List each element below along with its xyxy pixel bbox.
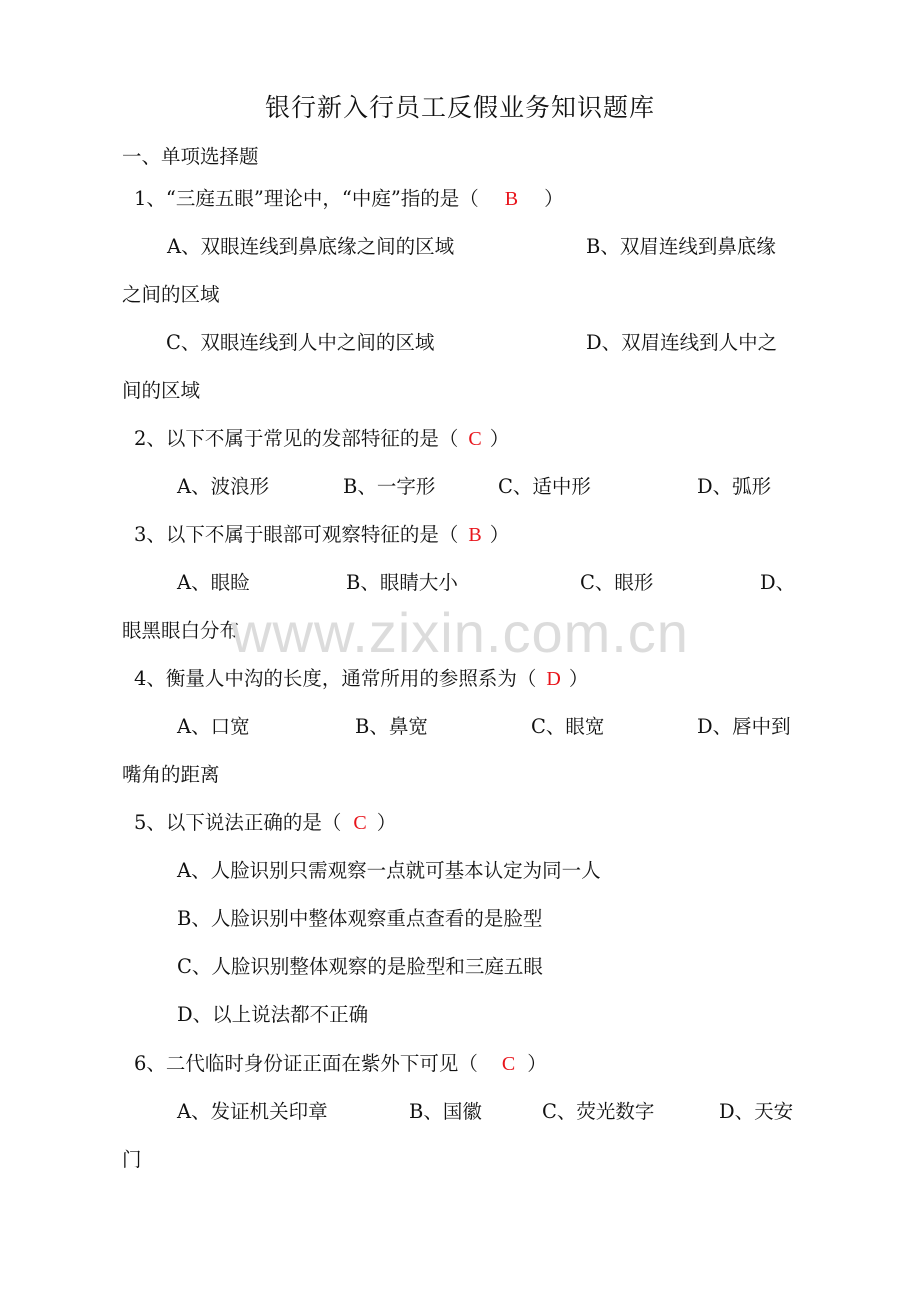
question-3-option-c: C、眼形 (580, 571, 654, 594)
question-5-option-b: B、人脸识别中整体观察重点查看的是脸型 (177, 907, 543, 930)
section-heading: 一、单项选择题 (122, 145, 259, 168)
question-3-option-d: D、 (760, 571, 796, 594)
question-1-answer: B (504, 188, 519, 210)
question-4-option-a: A、口宽 (177, 715, 250, 738)
question-6-stem (134, 1049, 547, 1079)
question-1-option-c: C、双眼连线到人中之间的区域 (166, 331, 435, 354)
question-4-option-b: B、鼻宽 (355, 715, 428, 738)
question-5-answer: C (353, 812, 367, 834)
question-2-answer: C (468, 428, 482, 450)
question-3-answer: B (468, 524, 482, 546)
question-stem-close: ） (376, 811, 397, 834)
question-4-option-d-cont: 嘴角的距离 (122, 763, 220, 786)
question-stem-text: 3、以下不属于眼部可观察特征的是（ (134, 523, 459, 546)
question-6-option-b: B、国徽 (409, 1100, 482, 1123)
question-5-option-d: D、以上说法都不正确 (177, 1003, 369, 1026)
question-stem-close: ） (489, 427, 510, 450)
question-stem-text: 6、二代临时身份证正面在紫外下可见（ (134, 1052, 478, 1075)
question-3-option-b: B、眼睛大小 (346, 571, 458, 594)
question-2-option-b: B、一字形 (343, 475, 436, 498)
question-stem-close: ） (489, 523, 510, 546)
question-2-stem (134, 424, 509, 454)
question-5-option-a: A、人脸识别只需观察一点就可基本认定为同一人 (177, 859, 601, 882)
question-stem-text: 2、以下不属于常见的发部特征的是（ (134, 427, 459, 450)
question-2-option-c: C、适中形 (498, 475, 591, 498)
question-stem-text: 5、以下说法正确的是（ (134, 811, 342, 834)
question-6-option-a: A、发证机关印章 (177, 1100, 328, 1123)
question-5-option-c: C、人脸识别整体观察的是脸型和三庭五眼 (177, 955, 543, 978)
question-1-stem (134, 184, 564, 214)
question-6-answer: C (501, 1053, 516, 1075)
question-stem-text: 1、“三庭五眼”理论中，“中庭”指的是（ (134, 187, 479, 210)
question-6-option-d: D、天安 (719, 1100, 794, 1123)
question-stem-close: ） (544, 187, 564, 210)
question-stem-text: 4、衡量人中沟的长度，通常所用的参照系为（ (134, 667, 537, 690)
question-4-answer: D (546, 668, 561, 690)
question-5-stem (134, 808, 396, 838)
question-4-option-c: C、眼宽 (531, 715, 605, 738)
question-3-option-a: A、眼睑 (177, 571, 250, 594)
question-stem-close: ） (527, 1052, 547, 1075)
question-1-option-a: A、双眼连线到鼻底缘之间的区域 (167, 235, 455, 258)
question-4-option-d: D、唇中到 (697, 715, 791, 738)
question-4-stem (134, 664, 588, 694)
question-2-option-d: D、弧形 (697, 475, 772, 498)
question-2-option-a: A、波浪形 (177, 475, 270, 498)
question-1-option-d: D、双眉连线到人中之 (586, 331, 778, 354)
question-6-option-d-cont: 门 (122, 1148, 142, 1171)
question-1-option-d-cont: 间的区域 (122, 379, 201, 402)
document-title: 银行新入行员工反假业务知识题库 (264, 93, 655, 122)
question-1-option-b-cont: 之间的区域 (122, 283, 220, 306)
question-6-option-c: C、荧光数字 (542, 1100, 655, 1123)
question-3-stem (134, 520, 509, 550)
question-3-option-d-cont: 眼黑眼白分布 (122, 619, 240, 642)
question-stem-close: ） (568, 667, 589, 690)
watermark: www.zixin.com.cn (231, 601, 689, 664)
question-1-option-b: B、双眉连线到鼻底缘 (586, 235, 776, 258)
